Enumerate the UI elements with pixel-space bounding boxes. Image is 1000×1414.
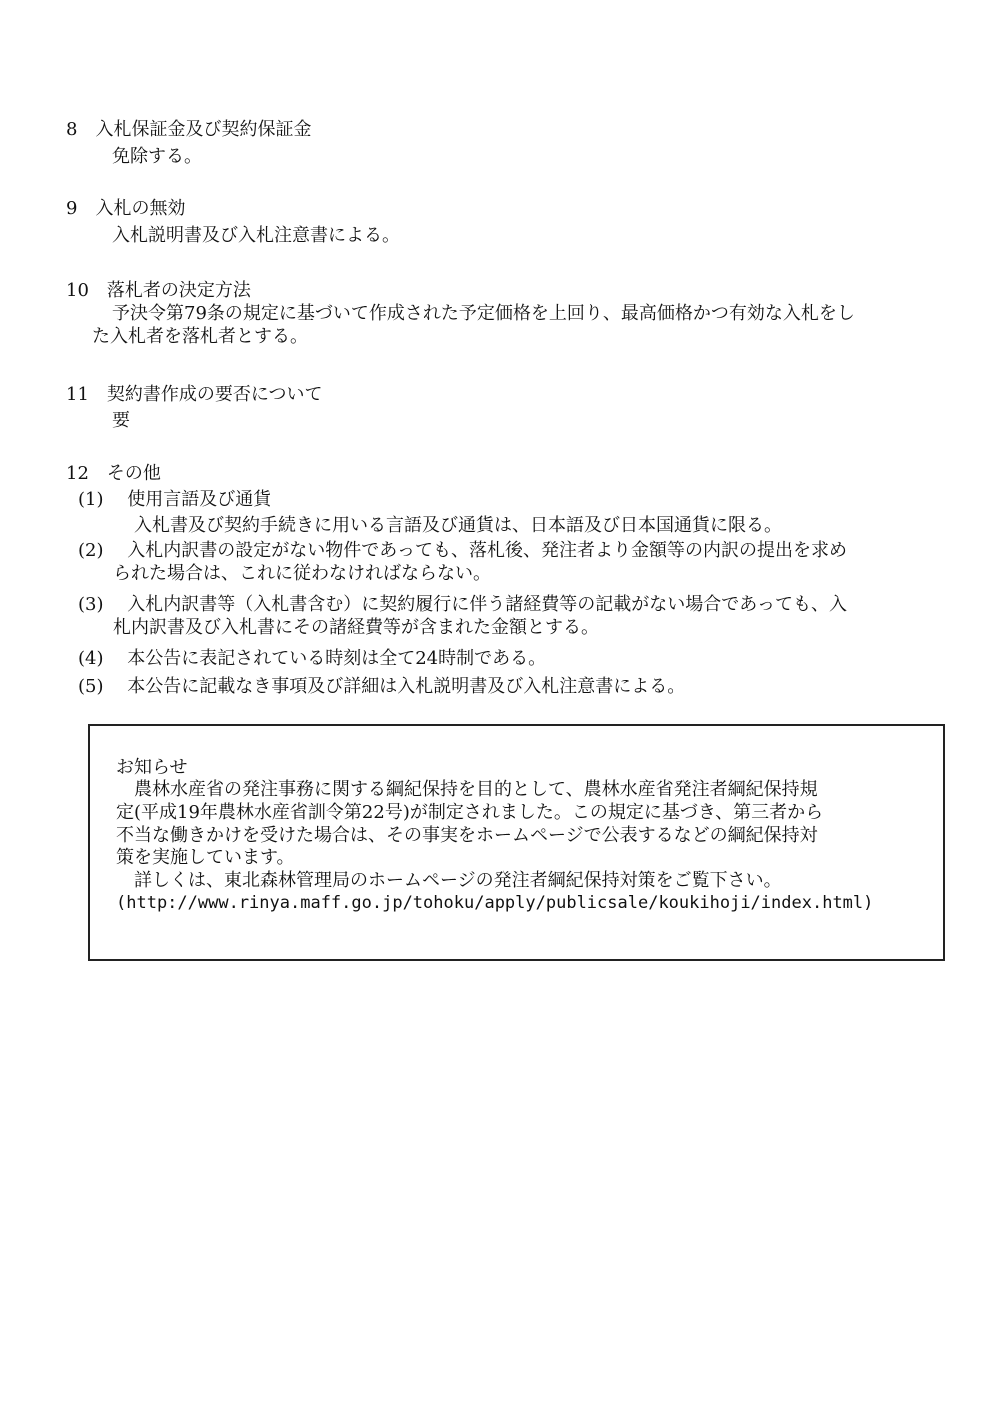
section-10-body-line2: た入札者を落札者とする。 — [92, 326, 308, 347]
notice-line-5: 詳しくは、東北森林管理局のホームページの発注者綱紀保持対策をご覧下さい。 — [116, 870, 782, 891]
notice-line-3: 不当な働きかけを受けた場合は、その事実をホームページで公表するなどの綱紀保持対 — [116, 825, 818, 846]
notice-title: お知らせ — [116, 757, 188, 778]
notice-line-4: 策を実施しています。 — [116, 847, 295, 868]
section-9-body: 入札説明書及び入札注意書による。 — [112, 225, 400, 246]
section-8-heading: 8 入札保証金及び契約保証金 — [66, 119, 312, 140]
section-10-body-line1: 予決令第79条の規定に基づいて作成された予定価格を上回り、最高価格かつ有効な入札をし — [112, 303, 855, 324]
section-12-heading: 12 その他 — [66, 463, 161, 484]
section-11-heading: 11 契約書作成の要否について — [66, 384, 323, 405]
section-12-item5: (5) 本公告に記載なき事項及び詳細は入札説明書及び入札注意書による。 — [78, 676, 686, 697]
section-8-body: 免除する。 — [112, 146, 202, 167]
section-12-item1-body: 入札書及び契約手続きに用いる言語及び通貨は、日本語及び日本国通貨に限る。 — [134, 515, 782, 536]
notice-line-2: 定(平成19年農林水産省訓令第22号)が制定されました。この規定に基づき、第三者から — [116, 802, 824, 823]
notice-box — [88, 724, 945, 961]
section-12-item3-line1: (3) 入札内訳書等（入札書含む）に契約履行に伴う諸経費等の記載がない場合であっても、入 — [78, 594, 848, 615]
section-12-item2-line1: (2) 入札内訳書の設定がない物件であっても、落札後、発注者より金額等の内訳の提出を求め — [78, 540, 848, 561]
section-12-item1-heading: (1) 使用言語及び通貨 — [78, 489, 272, 510]
section-11-body: 要 — [112, 410, 130, 431]
section-12-item4: (4) 本公告に表記されている時刻は全て24時制である。 — [78, 648, 547, 669]
section-12-item3-line2: 札内訳書及び入札書にその諸経費等が含まれた金額とする。 — [113, 617, 599, 638]
notice-url-link[interactable]: (http://www.rinya.maff.go.jp/tohoku/apply/publicsale/koukihoji/index.html) — [116, 893, 874, 913]
section-12-item2-line2: られた場合は、これに従わなければならない。 — [113, 563, 491, 584]
notice-line-1: 農林水産省の発注事務に関する綱紀保持を目的として、農林水産省発注者綱紀保持規 — [116, 779, 818, 800]
section-10-heading: 10 落札者の決定方法 — [66, 280, 251, 301]
section-9-heading: 9 入札の無効 — [66, 198, 186, 219]
